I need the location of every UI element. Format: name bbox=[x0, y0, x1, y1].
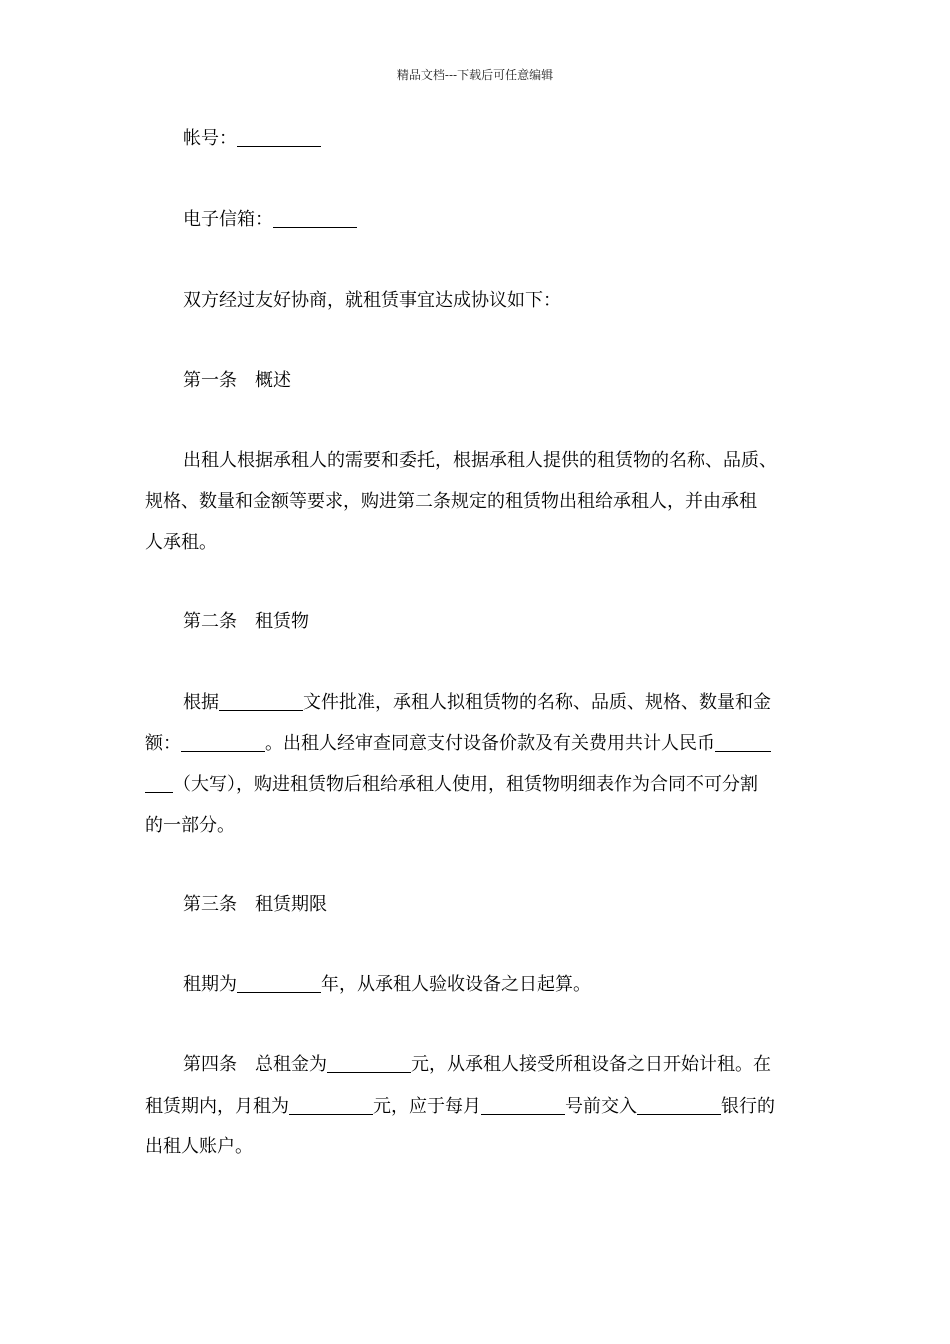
article-4-text: 租赁期内，月租为 bbox=[145, 1096, 289, 1117]
article-4-text: 元，应于每月 bbox=[373, 1096, 481, 1117]
monthly-rent-blank bbox=[289, 1094, 373, 1115]
article-2-line-4: 的一部分。 bbox=[145, 815, 235, 836]
article-2-text: 。出租人经审查同意支付设备价款及有关费用共计人民币 bbox=[265, 733, 715, 754]
article-2-text: 额： bbox=[145, 733, 181, 754]
article-2-line-2 bbox=[145, 731, 771, 756]
article-1-title: 概述 bbox=[255, 370, 291, 391]
bank-blank bbox=[637, 1094, 721, 1115]
article-1-heading bbox=[183, 369, 291, 393]
rmb-blank-cont bbox=[145, 772, 173, 793]
article-3-text: 租期为 bbox=[183, 974, 237, 995]
article-3-text: 年，从承租人验收设备之日起算。 bbox=[321, 974, 591, 995]
article-1-line-3: 人承租。 bbox=[145, 532, 217, 553]
article-2-text: 文件批准，承租人拟租赁物的名称、品质、规格、数量和金 bbox=[303, 692, 771, 713]
email-blank bbox=[273, 207, 357, 228]
article-4-text: 号前交入 bbox=[565, 1096, 637, 1117]
account-blank bbox=[237, 126, 321, 147]
article-2-number: 第二条 bbox=[183, 611, 237, 632]
article-4-text: 银行的 bbox=[721, 1096, 775, 1117]
article-3-heading bbox=[183, 893, 327, 917]
article-1-number: 第一条 bbox=[183, 370, 237, 391]
article-3-line-1 bbox=[183, 972, 591, 997]
email-line bbox=[183, 207, 357, 232]
article-1-line-1: 出租人根据承租人的需要和委托，根据承租人提供的租赁物的名称、品质、 bbox=[183, 450, 777, 471]
article-3-number: 第三条 bbox=[183, 894, 237, 915]
article-4-line-2 bbox=[145, 1094, 775, 1119]
email-label: 电子信箱： bbox=[183, 209, 273, 230]
article-4-line-1 bbox=[183, 1052, 771, 1077]
rmb-blank bbox=[715, 731, 771, 752]
total-rent-blank bbox=[327, 1052, 411, 1073]
article-2-heading bbox=[183, 610, 309, 634]
document-blank bbox=[219, 690, 303, 711]
article-4-number: 第四条 bbox=[183, 1054, 237, 1075]
article-4-text: 总租金为 bbox=[255, 1054, 327, 1075]
amount-blank bbox=[181, 731, 265, 752]
article-3-title: 租赁期限 bbox=[255, 894, 327, 915]
article-2-line-3 bbox=[145, 772, 758, 797]
article-2-text: 根据 bbox=[183, 692, 219, 713]
article-2-line-1 bbox=[183, 690, 771, 715]
account-line bbox=[183, 126, 321, 151]
article-4-text: 元，从承租人接受所租设备之日开始计租。在 bbox=[411, 1054, 771, 1075]
page-header: 精品文档---下载后可任意编辑 bbox=[396, 68, 554, 82]
article-2-text: （大写），购进租赁物后租给承租人使用，租赁物明细表作为合同不可分割 bbox=[173, 774, 758, 795]
years-blank bbox=[237, 972, 321, 993]
article-1-line-2: 规格、数量和金额等要求，购进第二条规定的租赁物出租给承租人，并由承租 bbox=[145, 491, 757, 512]
article-2-title: 租赁物 bbox=[255, 611, 309, 632]
article-4-line-3: 出租人账户。 bbox=[145, 1136, 253, 1157]
account-label: 帐号： bbox=[183, 128, 237, 149]
intro-paragraph: 双方经过友好协商，就租赁事宜达成协议如下： bbox=[183, 290, 561, 311]
day-blank bbox=[481, 1094, 565, 1115]
